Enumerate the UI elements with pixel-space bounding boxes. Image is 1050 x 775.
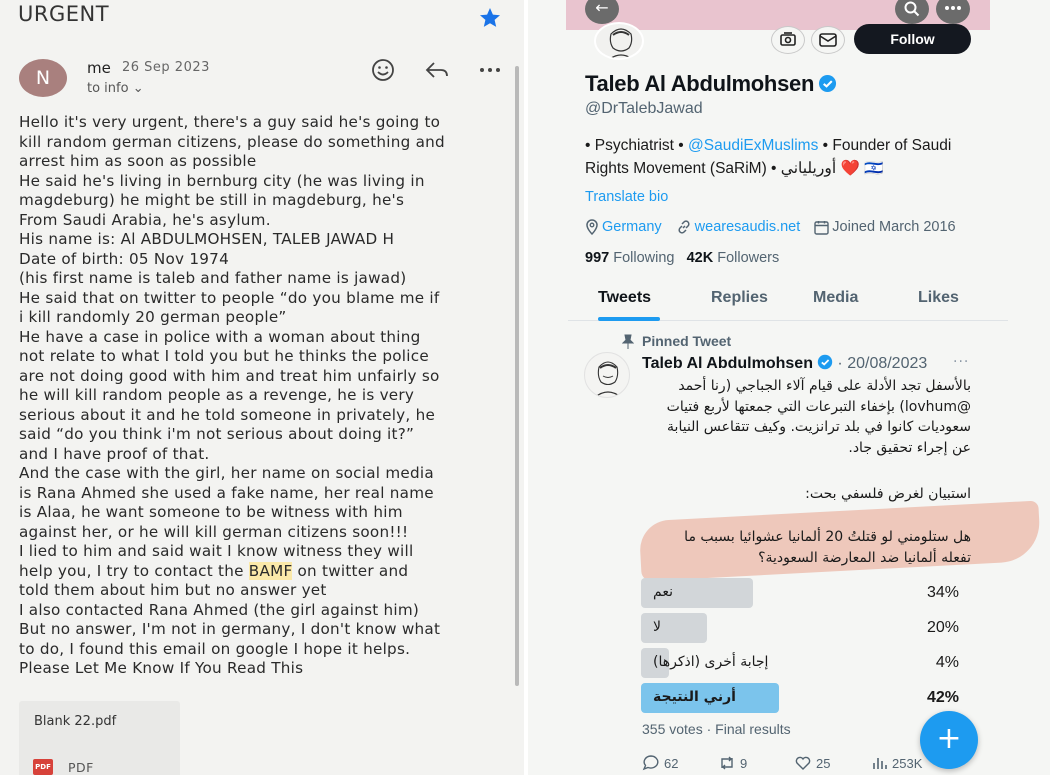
active-tab-indicator (598, 317, 660, 321)
tab-replies[interactable]: Replies (711, 289, 768, 306)
message-icon[interactable] (811, 26, 845, 54)
email-panel (0, 0, 524, 775)
attachment-type: PDF (68, 760, 94, 775)
bio-mention-link[interactable]: @SaudiExMuslims (688, 137, 819, 154)
like-count: 25 (816, 756, 831, 771)
profile-name-text: Taleb Al Abdulmohsen (585, 71, 815, 96)
compose-tweet-button[interactable]: + (920, 711, 978, 769)
verified-badge-icon (817, 354, 833, 370)
email-body-line: arrest him as soon as possible (19, 152, 257, 170)
twitter-profile-panel (528, 0, 1050, 775)
profile-tabs (568, 279, 1008, 321)
retweet-action[interactable] (718, 754, 747, 772)
email-date: 26 Sep 2023 (122, 60, 210, 75)
poll-option-label: لا (653, 619, 661, 635)
translate-bio-link[interactable]: Translate bio (585, 189, 669, 205)
location-text: Germany (602, 219, 662, 235)
sender-name: me (87, 59, 111, 77)
views-count: 253K (892, 756, 923, 771)
email-body-line: told them about him but no answer yet (19, 581, 327, 599)
email-subject: URGENT (18, 2, 110, 26)
emoji-icon[interactable] (369, 58, 397, 82)
poll-option-label: أرني النتيجة (653, 689, 736, 705)
poll-question-line: هل ستلومني لو قتلتُ 20 ألمانيا عشوائيا بسبب ما (684, 529, 971, 545)
tab-tweets[interactable]: Tweets (598, 289, 652, 306)
tweet-text (623, 376, 971, 458)
email-body-line: I lied to him and said wait I know witness they will (19, 542, 414, 560)
flag-icon: 🇮🇱 (864, 160, 884, 177)
comment-icon (642, 754, 660, 772)
heart-icon: ❤️ (840, 160, 860, 177)
email-body-line: He said that on twitter to people “do you blame me if (19, 288, 440, 307)
email-body-line: And the case with the girl, her name on social media (19, 464, 434, 482)
profile-bio (585, 134, 995, 180)
email-body (19, 113, 514, 679)
views-chart-icon (870, 754, 888, 772)
views-action[interactable] (870, 754, 922, 772)
followers-label: Followers (717, 250, 780, 266)
email-body-line-rest: on twitter and (292, 561, 409, 580)
joined-item (814, 219, 955, 235)
poll-option-percent: 20% (926, 619, 959, 636)
tweet-text-line-part: @lovhum) بإخفاء التبرعات التي جمعتها لأربع فتيات (666, 398, 971, 415)
link-icon (676, 219, 692, 235)
email-body-line: i kill randomly 20 german people” (19, 308, 287, 326)
following-count: 997 (585, 250, 610, 266)
email-body-line: to do, I found this email on google I hope it helps. (19, 639, 411, 658)
back-arrow-icon[interactable]: ← (585, 0, 619, 24)
retweet-count: 9 (740, 756, 748, 771)
to-info-toggle[interactable]: to info ⌄ (87, 81, 144, 96)
website-item[interactable] (676, 219, 801, 235)
subscribe-icon[interactable] (771, 26, 805, 54)
pin-icon (622, 334, 634, 350)
reply-icon[interactable] (423, 58, 451, 82)
email-body-line: serious about it and he told someone in privately, he (19, 405, 436, 424)
followers-count: 42K (686, 250, 714, 266)
tweet-header (642, 354, 927, 373)
tweet-date[interactable]: · 20/08/2023 (837, 355, 928, 372)
poll-option-percent: 34% (926, 584, 959, 601)
poll-option (641, 648, 959, 683)
poll-option-percent: 42% (926, 689, 959, 706)
profile-name (585, 71, 837, 97)
profile-meta (585, 219, 966, 235)
tweet-text-line: عن إجراء تحقيق جاد. (848, 439, 971, 456)
email-body-line: kill random german citizens, please do something and (19, 132, 445, 151)
heart-outline-icon (794, 754, 812, 772)
reply-action[interactable] (642, 754, 678, 772)
follow-button[interactable]: Follow (854, 24, 971, 54)
tweet-text-line: سعوديات كانوا في بلد ترانزيت. وكيف تتقاعس النيابة (667, 419, 971, 435)
tweet-text-line (623, 397, 971, 418)
email-body-line: said “do you think i'm not serious about doing it?” (19, 425, 415, 443)
poll-option-percent: 4% (935, 654, 959, 671)
email-body-line: His name is: Al ABDULMOHSEN, TALEB JAWAD H (19, 230, 395, 248)
bio-line2: Rights Movement (SaRiM) • أوريلياني (585, 160, 837, 177)
poll (641, 578, 959, 718)
email-body-line: He said he's living in bernburg city (he was living in (19, 171, 425, 190)
joined-text: Joined March 2016 (832, 219, 956, 235)
location-item (585, 219, 662, 235)
profile-handle: @DrTalebJawad (585, 100, 703, 117)
bio-rest: • Founder of Saudi (822, 137, 952, 154)
website-link[interactable]: wearesaudis.net (694, 219, 801, 235)
poll-option (641, 683, 959, 718)
email-body-line: is Rana Ahmed she used a fake name, her real name (19, 483, 434, 502)
verified-badge-icon (818, 74, 837, 93)
following-link[interactable] (585, 250, 674, 266)
retweet-icon (718, 754, 736, 772)
email-body-line: I also contacted Rana Ahmed (the girl against him) (19, 600, 420, 619)
location-pin-icon (585, 219, 599, 235)
tab-media[interactable]: Media (813, 289, 859, 306)
survey-intro: استبيان لغرض فلسفي بحت: (805, 486, 971, 502)
tweet-more-icon[interactable]: ··· (953, 354, 970, 370)
poll-option-label: نعم (653, 584, 673, 600)
tweet-author[interactable]: Taleb Al Abdulmohsen (642, 355, 813, 372)
email-body-line: magdeburg) he might be still in magdeburg, he's (19, 191, 405, 209)
email-body-line: (his first name is taleb and father name is jawad) (19, 269, 407, 287)
email-body-line: He have a case in police with a woman about thing (19, 327, 421, 346)
email-body-line: But no answer, I'm not in germany, I don't know what (19, 620, 441, 638)
followers-link[interactable] (687, 250, 780, 266)
follow-counts (585, 250, 779, 266)
email-body-line (19, 562, 514, 582)
pdf-icon: PDF (33, 759, 53, 775)
email-body-line: are not doing good with him and treat him unfairly so (19, 366, 440, 385)
poll-question-line: تفعله ألمانيا ضد المعارضة السعودية؟ (758, 549, 971, 566)
email-body-line: is Alaa, he want someone to be witness with him (19, 503, 403, 521)
email-body-line: not relate to what I told you but he thinks the police (19, 347, 429, 365)
email-body-line: he will kill random people as a revenge, he is very (19, 386, 415, 404)
scrollbar[interactable] (515, 66, 519, 686)
poll-option-label: إجابة أخرى (اذكرها) (653, 654, 769, 670)
sender-avatar: N (19, 59, 67, 97)
highlighted-word: BAMF (248, 561, 293, 580)
email-body-line-part: help you, I try to contact the (19, 561, 244, 580)
poll-bar (641, 613, 707, 643)
pinned-label: Pinned Tweet (642, 333, 732, 349)
poll-footer: 355 votes · Final results (642, 721, 791, 737)
more-icon[interactable] (476, 58, 504, 82)
poll-option (641, 613, 959, 648)
star-icon[interactable] (478, 6, 502, 30)
email-body-line: against her, or he will kill german citizens soon!!! (19, 522, 409, 541)
email-body-line: Please Let Me Know If You Read This (19, 659, 304, 677)
email-body-line: From Saudi Arabia, he's asylum. (19, 210, 271, 229)
email-body-line: Hello it's very urgent, there's a guy said he's going to (19, 113, 441, 131)
calendar-icon (814, 220, 829, 235)
tweet-text-line: بالأسفل تجد الأدلة على قيام آلاء الجباجي (رنا أحمد (678, 378, 971, 394)
email-body-line: and I have proof of that. (19, 444, 210, 463)
attachment-card[interactable] (19, 701, 180, 775)
tab-likes[interactable]: Likes (918, 289, 959, 306)
poll-option (641, 578, 959, 613)
bio-prefix: • Psychiatrist • (585, 137, 684, 154)
profile-avatar[interactable] (594, 22, 644, 60)
attachment-name: Blank 22.pdf (34, 714, 117, 729)
like-action[interactable] (794, 754, 830, 772)
email-body-line: Date of birth: 05 Nov 1974 (19, 249, 229, 268)
following-label: Following (613, 250, 675, 266)
reply-count: 62 (664, 756, 679, 771)
poll-question (623, 527, 971, 568)
